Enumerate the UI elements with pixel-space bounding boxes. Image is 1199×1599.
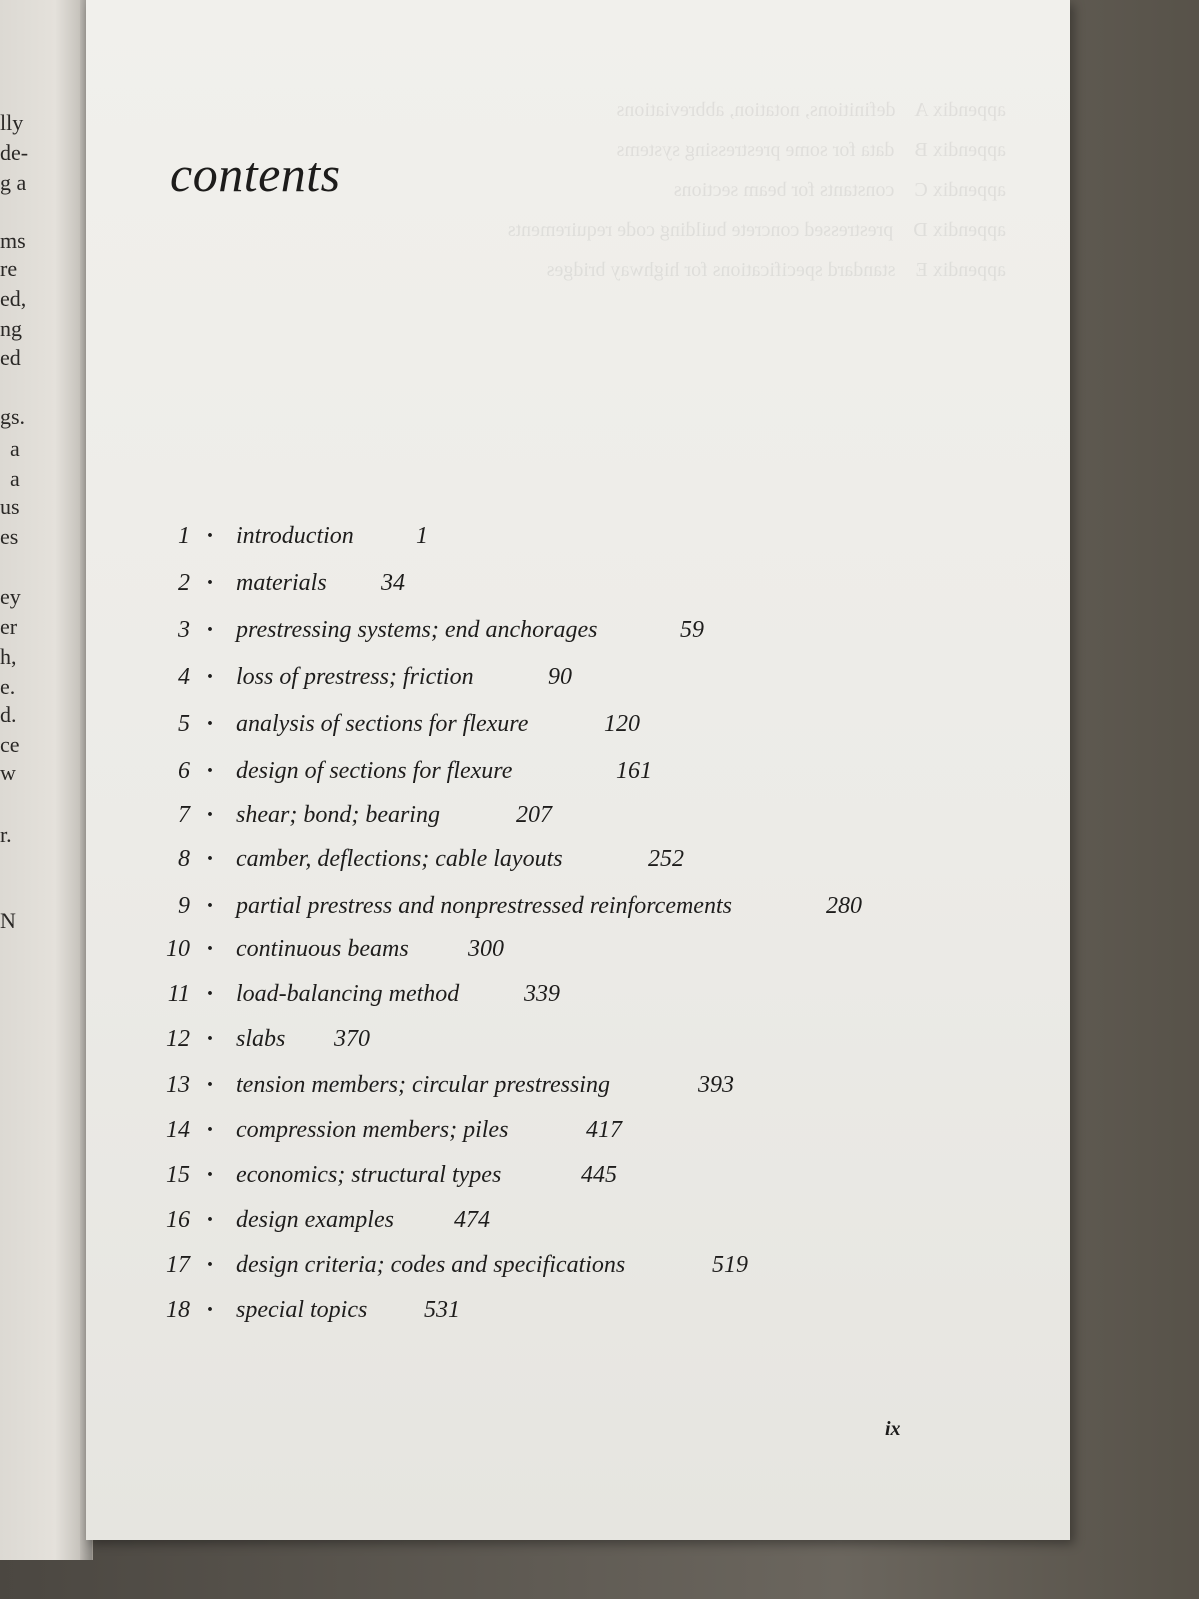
toc-entry — [86, 1117, 986, 1147]
left-page-text-fragment: N — [0, 908, 16, 933]
chapter-page-number: 417 — [586, 1117, 622, 1143]
chapter-page-number: 474 — [454, 1207, 490, 1233]
chapter-page-number: 59 — [680, 617, 704, 643]
left-page-text-fragment: a — [10, 466, 20, 491]
left-page-text-fragment: h, — [0, 644, 17, 669]
left-page-text-fragment: d. — [0, 702, 17, 727]
chapter-page-number: 207 — [516, 802, 552, 828]
page-title: contents — [170, 146, 341, 202]
chapter-page-number: 280 — [826, 893, 862, 919]
left-page-text-fragment: es — [0, 524, 19, 549]
left-page-text-fragment: e. — [0, 674, 16, 699]
chapter-number: 6 — [178, 758, 190, 784]
chapter-number: 9 — [178, 893, 190, 919]
chapter-separator-dot: · — [206, 1252, 215, 1278]
bleed-through-text: appendix A definitions, notation, abbreviations appendix B data for some prestressing systems appendix C constants for beam sections appendix D prestressed concrete building code requirements appendix E standard specifications for highway bridges — [507, 99, 1006, 281]
chapter-number: 18 — [166, 1297, 190, 1323]
chapter-title: camber, deflections; cable layouts — [236, 846, 563, 872]
chapter-number: 16 — [166, 1207, 190, 1233]
toc-entry — [86, 570, 986, 600]
chapter-title: materials — [236, 570, 327, 596]
chapter-page-number: 519 — [712, 1252, 748, 1278]
chapter-title: introduction — [236, 523, 354, 549]
chapter-page-number: 531 — [424, 1297, 460, 1323]
toc-entry — [86, 1252, 986, 1282]
chapter-title: prestressing systems; end anchorages — [236, 617, 598, 643]
chapter-separator-dot: · — [206, 981, 215, 1007]
chapter-page-number: 445 — [581, 1162, 617, 1188]
chapter-number: 14 — [166, 1117, 190, 1143]
toc-entry — [86, 1297, 986, 1327]
chapter-title: design of sections for flexure — [236, 758, 513, 784]
toc-entry — [86, 981, 986, 1011]
left-page-text-fragment: ed, — [0, 286, 27, 311]
left-page-edge — [0, 0, 93, 1560]
toc-entry — [86, 936, 986, 966]
chapter-page-number: 34 — [381, 570, 405, 596]
chapter-separator-dot: · — [206, 1162, 215, 1188]
toc-entry — [86, 711, 986, 741]
left-page-text-fragment: r. — [0, 822, 12, 847]
chapter-separator-dot: · — [206, 758, 215, 784]
chapter-page-number: 300 — [468, 936, 504, 962]
chapter-page-number: 339 — [524, 981, 560, 1007]
chapter-separator-dot: · — [206, 570, 215, 596]
chapter-page-number: 1 — [416, 523, 428, 549]
chapter-title: loss of prestress; friction — [236, 664, 474, 690]
chapter-page-number: 90 — [548, 664, 572, 690]
chapter-separator-dot: · — [206, 802, 215, 828]
chapter-title: economics; structural types — [236, 1162, 502, 1188]
toc-entry — [86, 664, 986, 694]
left-page-text-fragment: lly — [0, 110, 24, 135]
toc-entry — [86, 846, 986, 876]
chapter-separator-dot: · — [206, 846, 215, 872]
chapter-number: 4 — [178, 664, 190, 690]
chapter-number: 12 — [166, 1026, 190, 1052]
toc-entry — [86, 893, 986, 923]
left-page-text-fragment: a — [10, 436, 20, 461]
left-page-text-fragment: ng — [0, 316, 22, 341]
chapter-number: 10 — [166, 936, 190, 962]
chapter-page-number: 393 — [698, 1072, 734, 1098]
chapter-page-number: 120 — [604, 711, 640, 737]
toc-entry — [86, 758, 986, 788]
toc-entry — [86, 1207, 986, 1237]
chapter-number: 7 — [178, 802, 190, 828]
toc-entry — [86, 523, 986, 553]
chapter-number: 8 — [178, 846, 190, 872]
left-page-text-fragment: gs. — [0, 404, 26, 429]
left-page-text-fragment: re — [0, 256, 18, 281]
page-folio: ix — [885, 1418, 901, 1440]
chapter-separator-dot: · — [206, 617, 215, 643]
chapter-separator-dot: · — [206, 1117, 215, 1143]
chapter-page-number: 161 — [616, 758, 652, 784]
toc-entry — [86, 617, 986, 647]
chapter-separator-dot: · — [206, 664, 215, 690]
chapter-page-number: 252 — [648, 846, 684, 872]
toc-entry — [86, 1072, 986, 1102]
left-page-text-fragment: us — [0, 494, 20, 519]
chapter-number: 17 — [166, 1252, 190, 1278]
left-page-text-fragment: ed — [0, 345, 21, 370]
chapter-separator-dot: · — [206, 1297, 215, 1323]
left-page-text-fragment: ms — [0, 228, 26, 253]
chapter-title: slabs — [236, 1026, 286, 1052]
chapter-separator-dot: · — [206, 1026, 215, 1052]
left-page-text-fragment: de- — [0, 140, 29, 165]
chapter-title: analysis of sections for flexure — [236, 711, 529, 737]
chapter-separator-dot: · — [206, 893, 215, 919]
chapter-title: special topics — [236, 1297, 368, 1323]
chapter-title: tension members; circular prestressing — [236, 1072, 610, 1098]
left-page-text-fragment: ey — [0, 584, 21, 609]
toc-entry — [86, 1026, 986, 1056]
chapter-page-number: 370 — [334, 1026, 370, 1052]
chapter-separator-dot: · — [206, 711, 215, 737]
left-page-text-fragment: g a — [0, 170, 27, 195]
left-page-text-fragment: ce — [0, 732, 20, 757]
chapter-separator-dot: · — [206, 1207, 215, 1233]
chapter-separator-dot: · — [206, 523, 215, 549]
chapter-title: compression members; piles — [236, 1117, 509, 1143]
left-page-text-fragment: er — [0, 614, 18, 639]
chapter-number: 13 — [166, 1072, 190, 1098]
chapter-title: shear; bond; bearing — [236, 802, 440, 828]
toc-entry — [86, 1162, 986, 1192]
left-page-text-fragment: w — [0, 760, 16, 785]
contents-page — [86, 0, 1070, 1540]
chapter-number: 5 — [178, 711, 190, 737]
chapter-title: continuous beams — [236, 936, 409, 962]
chapter-number: 11 — [167, 981, 190, 1007]
chapter-separator-dot: · — [206, 1072, 215, 1098]
chapter-title: design examples — [236, 1207, 394, 1233]
chapter-title: load-balancing method — [236, 981, 460, 1007]
chapter-number: 2 — [178, 570, 190, 596]
toc-entry — [86, 802, 986, 832]
chapter-title: partial prestress and nonprestressed reinforcements — [236, 893, 732, 919]
chapter-separator-dot: · — [206, 936, 215, 962]
chapter-number: 15 — [166, 1162, 190, 1188]
chapter-number: 3 — [178, 617, 190, 643]
chapter-title: design criteria; codes and specifications — [236, 1252, 626, 1278]
chapter-number: 1 — [178, 523, 190, 549]
